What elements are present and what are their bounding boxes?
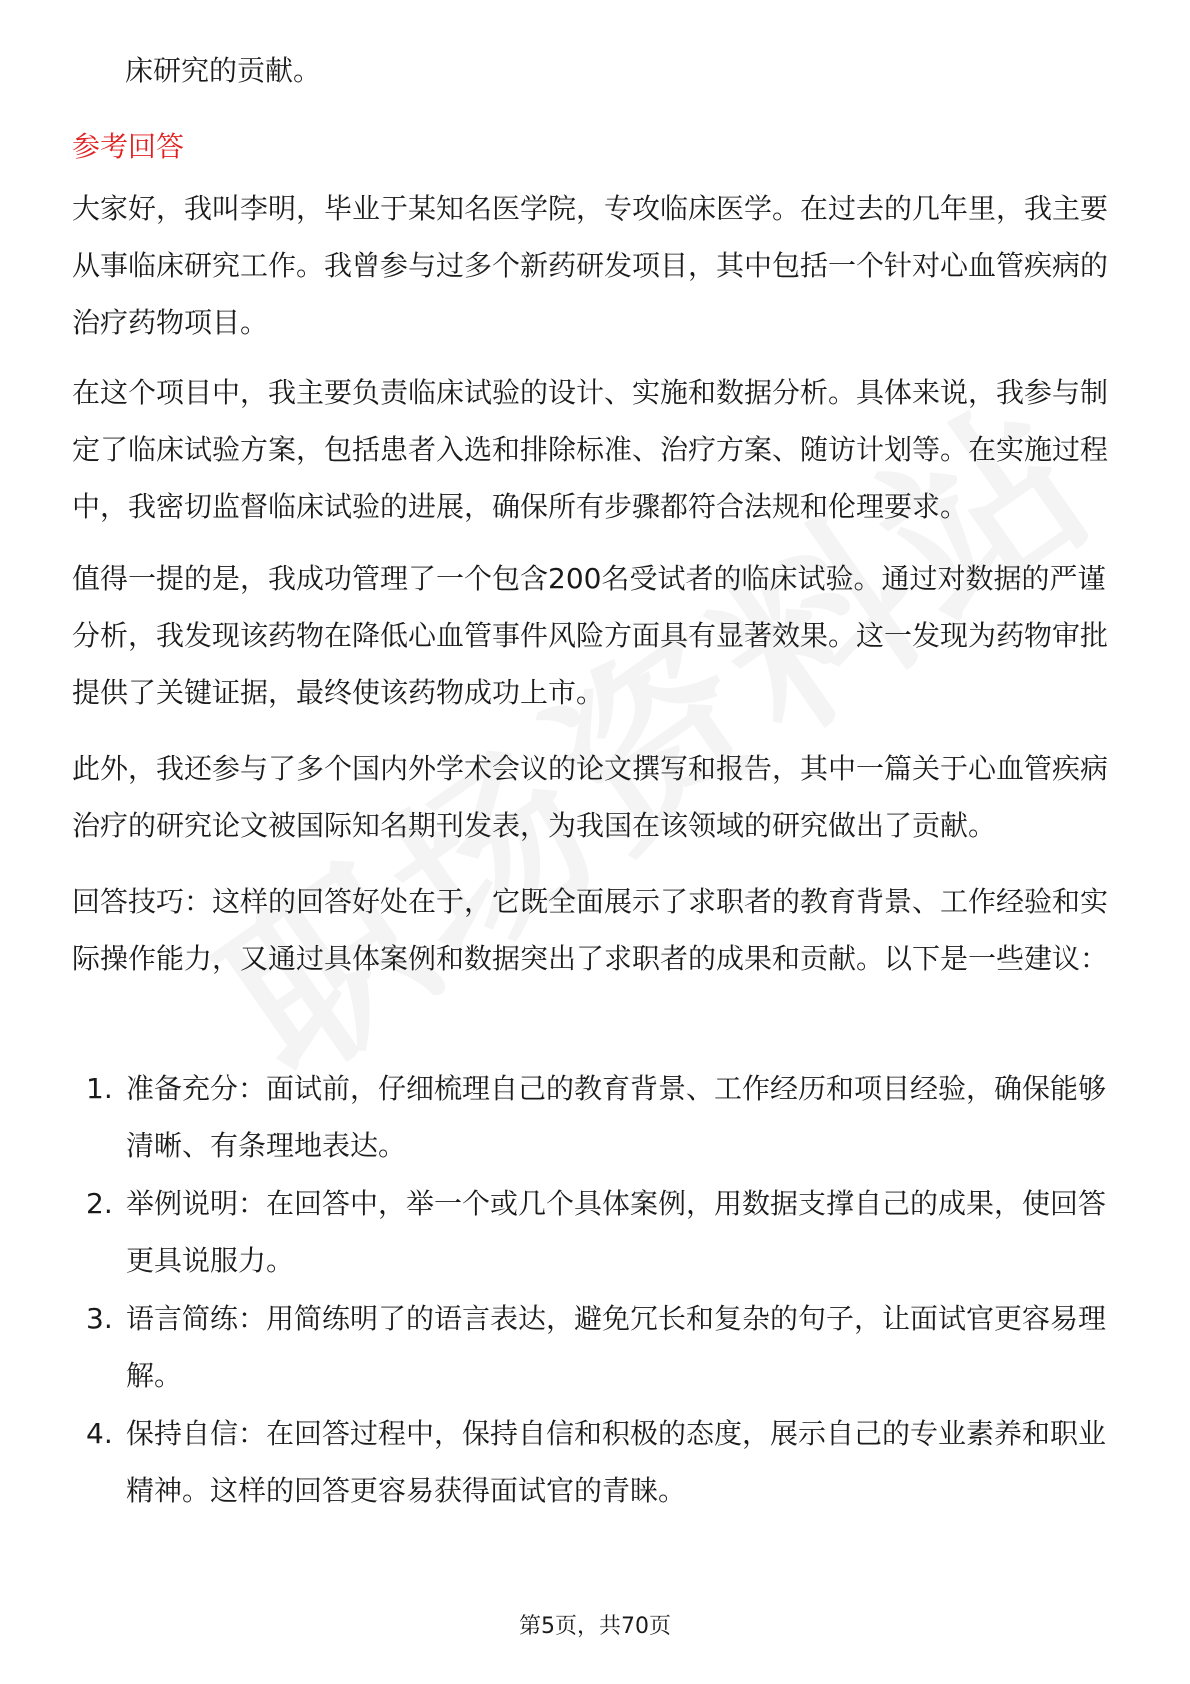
list-number: 3. [86,1302,113,1335]
list-number: 1. [86,1072,113,1105]
paragraph-intro: 大家好，我叫李明，毕业于某知名医学院，专攻临床医学。在过去的几年里，我主要从事临床研究工作。我曾参与过多个新药研发项目，其中包括一个针对心血管疾病的治疗药物项目。 [72,192,1109,339]
paragraph-responsibilities: 在这个项目中，我主要负责临床试验的设计、实施和数据分析。具体来说，我参与制定了临床试验方案，包括患者入选和排除标准、治疗方案、随访计划等。在实施过程中，我密切监督临床试验的进展，确保所有步骤都符合法规和伦理要求。 [72,376,1109,523]
list-item [72,1405,1122,1519]
list-item-text: 保持自信：在回答过程中，保持自信和积极的态度，展示自己的专业素养和职业精神。这样的回答更容易获得面试官的青睐。 [126,1417,1107,1507]
list-item [72,1175,1122,1289]
list-item-text: 语言简练：用简练明了的语言表达，避免冗长和复杂的句子，让面试官更容易理解。 [126,1302,1107,1392]
continuation-text: 床研究的贡献。 [125,54,322,87]
page-footer: 第5页，共70页 [519,1614,671,1639]
list-item [72,1060,1122,1174]
tips-list [72,1060,1122,1520]
list-item-text: 准备充分：面试前，仔细梳理自己的教育背景、工作经历和项目经验，确保能够清晰、有条理地表达。 [126,1072,1107,1162]
list-item-text: 举例说明：在回答中，举一个或几个具体案例，用数据支撑自己的成果，使回答更具说服力。 [126,1187,1107,1277]
section-heading: 参考回答 [72,130,185,163]
list-number: 2. [86,1187,113,1220]
list-number: 4. [86,1417,113,1450]
paragraph-publications: 此外，我还参与了多个国内外学术会议的论文撰写和报告，其中一篇关于心血管疾病治疗的研究论文被国际知名期刊发表，为我国在该领域的研究做出了贡献。 [72,752,1109,842]
paragraph-tips-intro: 回答技巧：这样的回答好处在于，它既全面展示了求职者的教育背景、工作经验和实际操作能力，又通过具体案例和数据突出了求职者的成果和贡献。以下是一些建议： [72,885,1109,975]
list-item [72,1290,1122,1404]
paragraph-achievement: 值得一提的是，我成功管理了一个包含200名受试者的临床试验。通过对数据的严谨分析，我发现该药物在降低心血管事件风险方面具有显著效果。这一发现为药物审批提供了关键证据，最终使该药物成功上市。 [72,562,1109,709]
